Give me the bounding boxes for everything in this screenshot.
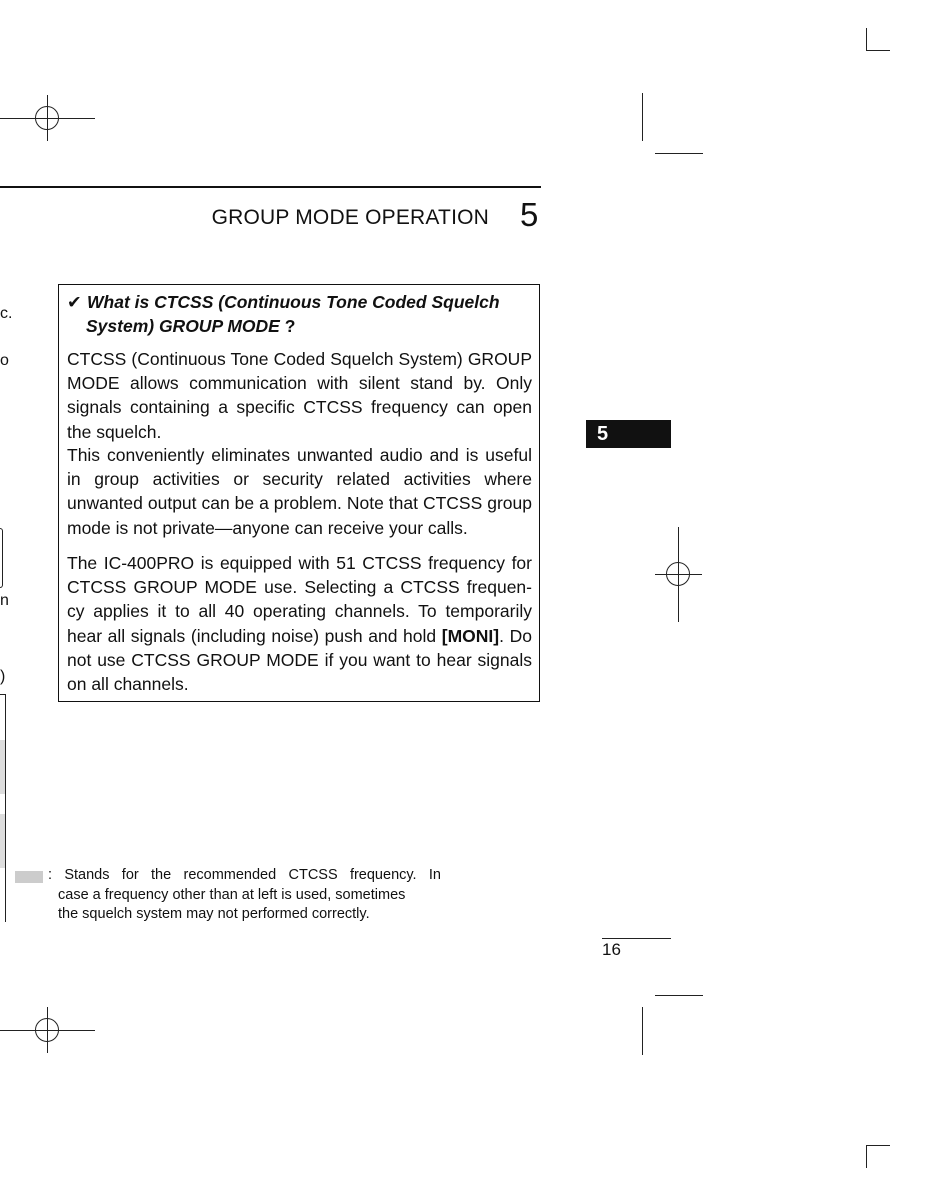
heading-line-1: What is CTCSS (Continuous Tone Coded Squelch: [87, 292, 500, 312]
heading-line-2: System) GROUP MODE ?: [86, 316, 296, 336]
page-number: 16: [602, 940, 621, 959]
info-paragraph-3: The IC-400PRO is equipped with 51 CTCSS frequency for CTCSS GROUP MODE use. Selecting a CTCSS frequen-cy applies it to all 40 operating channels. To temporarily hear all signals (including noise) push and hold [MONI]. Do not use CTCSS GROUP MODE if you want to hear signals on all channels.: [67, 553, 532, 695]
recommended-frequency-swatch: [15, 871, 43, 883]
chapter-tab: 5: [586, 420, 671, 448]
page-number-rule: [602, 938, 671, 939]
moni-key-label: [MONI]: [441, 625, 500, 646]
clipped-text: o: [0, 352, 9, 369]
section-title: GROUP MODE OPERATION: [211, 206, 489, 229]
chapter-number: 5: [520, 196, 539, 233]
info-paragraph-2: This conveniently eliminates unwanted audio and is useful in group activities or security related activities where unwanted output can be a problem. Note that CTCSS group mode is not private—anyone can receive your calls.: [67, 445, 532, 538]
check-mark-icon: ✔: [67, 292, 82, 312]
clipped-text: c.: [0, 305, 13, 322]
info-paragraph-1: CTCSS (Continuous Tone Coded Squelch System) GROUP MODE allows communication with silent stand by. Only signals containing a specific CTCSS frequency can open the squelch.: [67, 349, 532, 442]
clipped-text: n: [0, 592, 9, 609]
header-rule: [0, 186, 541, 188]
footnote: : Stands for the recommended CTCSS frequency. In case a frequency other than at left is used, sometimes the squelch system may not performed correctly.: [48, 867, 441, 922]
clipped-text: ): [0, 668, 6, 685]
ctcss-info-box: [58, 284, 540, 702]
